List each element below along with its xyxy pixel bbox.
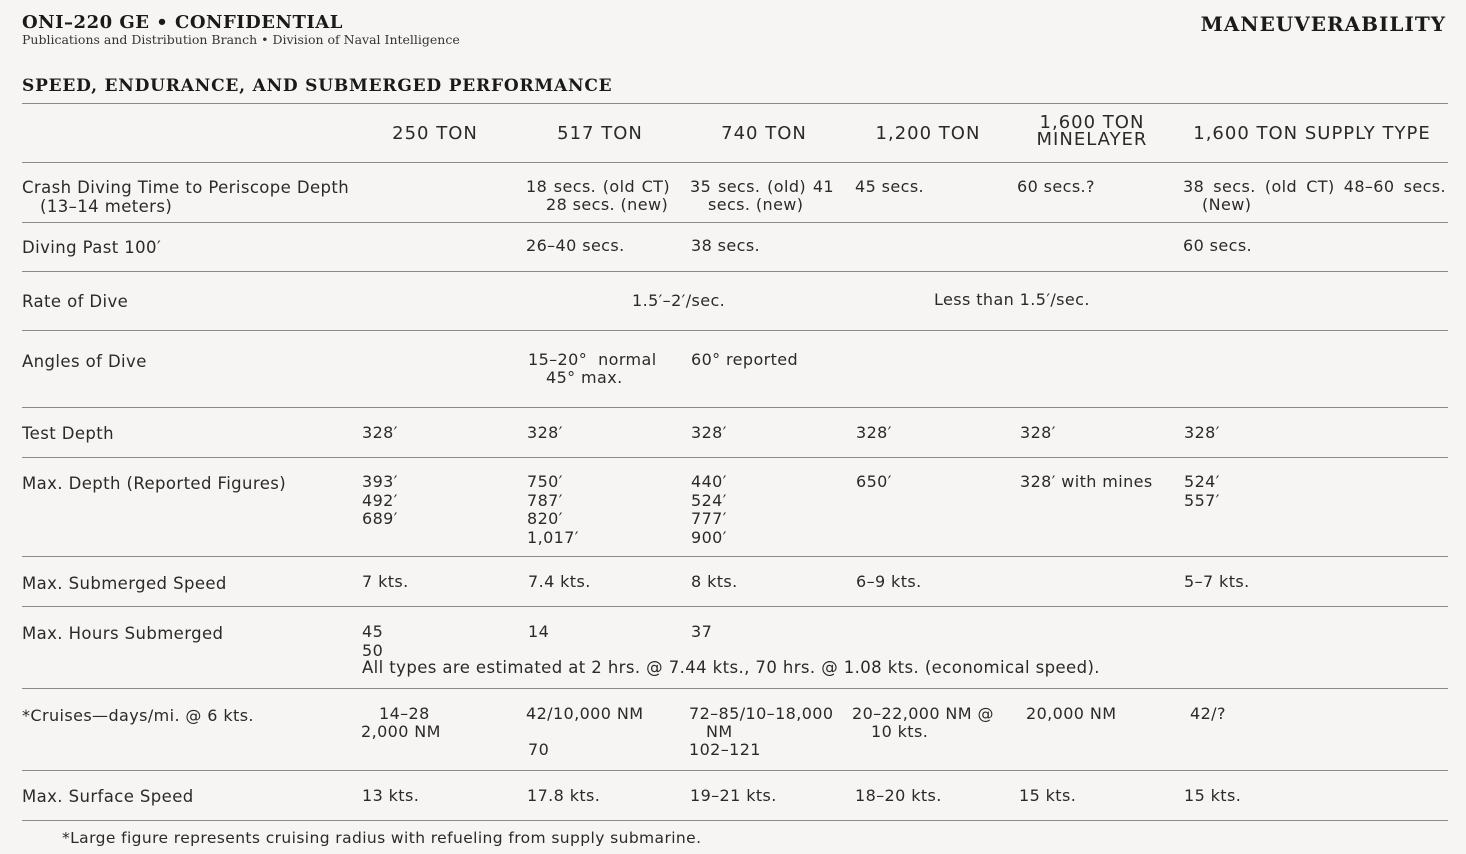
cell-subspeed-517: 7.4 kts. [528, 572, 591, 591]
row-label-crash-diving: Crash Diving Time to Periscope Depth [22, 178, 350, 197]
cell-test-740: 328′ [691, 423, 727, 442]
hours-note: All types are estimated at 2 hrs. @ 7.44 kts., 70 hrs. @ 1.08 kts. (economical speed). [362, 658, 1100, 677]
cell-cruises-supply: 42/? [1190, 704, 1226, 723]
cell-surface-1200: 18–20 kts. [855, 786, 942, 805]
cell-crash-740: 35 secs. (old) 41 [690, 177, 834, 196]
cell-diving-740: 38 secs. [691, 236, 761, 255]
cell-crash-740-line2: secs. (new) [708, 195, 804, 214]
cell-surface-250: 13 kts. [362, 786, 420, 805]
cell-maxdepth-supply: 524′ 557′ [1184, 472, 1220, 510]
cell-cruises-1200-line2: 10 kts. [871, 722, 929, 741]
rule-row [22, 770, 1448, 771]
row-label-submerged-speed: Max. Submerged Speed [22, 574, 227, 593]
cell-diving-517: 26–40 secs. [526, 236, 625, 255]
cell-subspeed-740: 8 kts. [691, 572, 738, 591]
footnote: *Large figure represents cruising radius with refueling from supply submarine. [62, 829, 702, 847]
cell-cruises-1200: 20–22,000 NM @ [852, 704, 994, 723]
row-label-hours-submerged: Max. Hours Submerged [22, 624, 224, 643]
row-label-cruises: *Cruises—days/mi. @ 6 kts. [22, 706, 254, 725]
column-header-517-ton: 517 TON [557, 123, 643, 144]
rule-row [22, 222, 1448, 223]
cell-crash-517: 18 secs. (old CT) [526, 177, 670, 196]
row-sublabel-crash-diving: (13–14 meters) [40, 197, 173, 216]
rule-bottom [22, 820, 1448, 821]
cell-test-1200: 328′ [856, 423, 892, 442]
row-label-test-depth: Test Depth [22, 424, 114, 443]
row-label-rate-of-dive: Rate of Dive [22, 292, 129, 311]
cell-crash-minelayer: 60 secs.? [1017, 177, 1095, 196]
cell-crash-1200: 45 secs. [855, 177, 925, 196]
cell-test-supply: 328′ [1184, 423, 1220, 442]
cell-maxdepth-740: 440′ 524′ 777′ 900′ [691, 472, 727, 547]
cell-cruises-740-line2: NM [706, 722, 733, 741]
section-title: SPEED, ENDURANCE, AND SUBMERGED PERFORMANCE [22, 76, 613, 96]
cell-maxdepth-517: 750′ 787′ 820′ 1,017′ [527, 472, 579, 547]
rule-top [22, 103, 1448, 104]
cell-angles-740: 60° reported [691, 350, 799, 369]
cell-crash-supply-line2: (New) [1202, 195, 1252, 214]
cell-test-minelayer: 328′ [1020, 423, 1056, 442]
cell-surface-minelayer: 15 kts. [1019, 786, 1077, 805]
cell-cruises-250-line2: 2,000 NM [361, 722, 441, 741]
cell-maxdepth-1200: 650′ [856, 472, 892, 491]
row-label-surface-speed: Max. Surface Speed [22, 787, 194, 806]
cell-cruises-250: 14–28 [379, 704, 430, 723]
rule-row [22, 407, 1448, 408]
publisher-line: Publications and Distribution Branch • Division of Naval Intelligence [22, 32, 460, 47]
document-id: ONI–220 GE • CONFIDENTIAL [22, 12, 343, 33]
cell-rate-large-types: Less than 1.5′/sec. [934, 290, 1090, 309]
page-topic: MANEUVERABILITY [1200, 12, 1446, 36]
cell-surface-517: 17.8 kts. [527, 786, 601, 805]
cell-angles-517-line2: 45° max. [546, 368, 623, 387]
cell-cruises-740-line3: 102–121 [689, 740, 761, 759]
rule-header [22, 162, 1448, 163]
cell-crash-517-line2: 28 secs. (new) [546, 195, 669, 214]
rule-row [22, 556, 1448, 557]
column-header-250-ton: 250 TON [392, 123, 478, 144]
cell-test-517: 328′ [527, 423, 563, 442]
row-label-max-depth: Max. Depth (Reported Figures) [22, 474, 287, 493]
cell-cruises-517-line2: 70 [528, 740, 550, 759]
rule-row [22, 457, 1448, 458]
cell-subspeed-1200: 6–9 kts. [856, 572, 922, 591]
column-header-1200-ton: 1,200 TON [875, 123, 981, 144]
cell-rate-small-types: 1.5′–2′/sec. [632, 291, 726, 310]
cell-cruises-517: 42/10,000 NM [526, 704, 644, 723]
cell-maxdepth-250: 393′ 492′ 689′ [362, 472, 398, 528]
cell-hours-740: 37 [691, 622, 713, 641]
cell-angles-517: 15–20° normal [528, 350, 657, 369]
column-header-1600-supply: 1,600 TON SUPPLY TYPE [1193, 123, 1431, 144]
cell-surface-supply: 15 kts. [1184, 786, 1242, 805]
cell-test-250: 328′ [362, 423, 398, 442]
row-label-diving-past: Diving Past 100′ [22, 238, 162, 257]
cell-maxdepth-minelayer: 328′ with mines [1020, 472, 1153, 491]
row-label-angles-of-dive: Angles of Dive [22, 352, 147, 371]
rule-row [22, 688, 1448, 689]
column-header-1600-minelayer: 1,600 TON MINELAYER [1036, 112, 1148, 150]
cell-subspeed-supply: 5–7 kts. [1184, 572, 1250, 591]
cell-cruises-740: 72–85/10–18,000 [689, 704, 834, 723]
cell-diving-supply: 60 secs. [1183, 236, 1253, 255]
rule-row [22, 606, 1448, 607]
cell-subspeed-250: 7 kts. [362, 572, 409, 591]
cell-cruises-minelayer: 20,000 NM [1026, 704, 1117, 723]
cell-hours-250: 45 50 [362, 622, 384, 660]
cell-hours-517: 14 [528, 622, 550, 641]
cell-surface-740: 19–21 kts. [690, 786, 777, 805]
rule-row [22, 271, 1448, 272]
column-header-740-ton: 740 TON [721, 123, 807, 144]
cell-crash-supply: 38 secs. (old CT) 48–60 secs. [1183, 177, 1446, 196]
rule-row [22, 330, 1448, 331]
